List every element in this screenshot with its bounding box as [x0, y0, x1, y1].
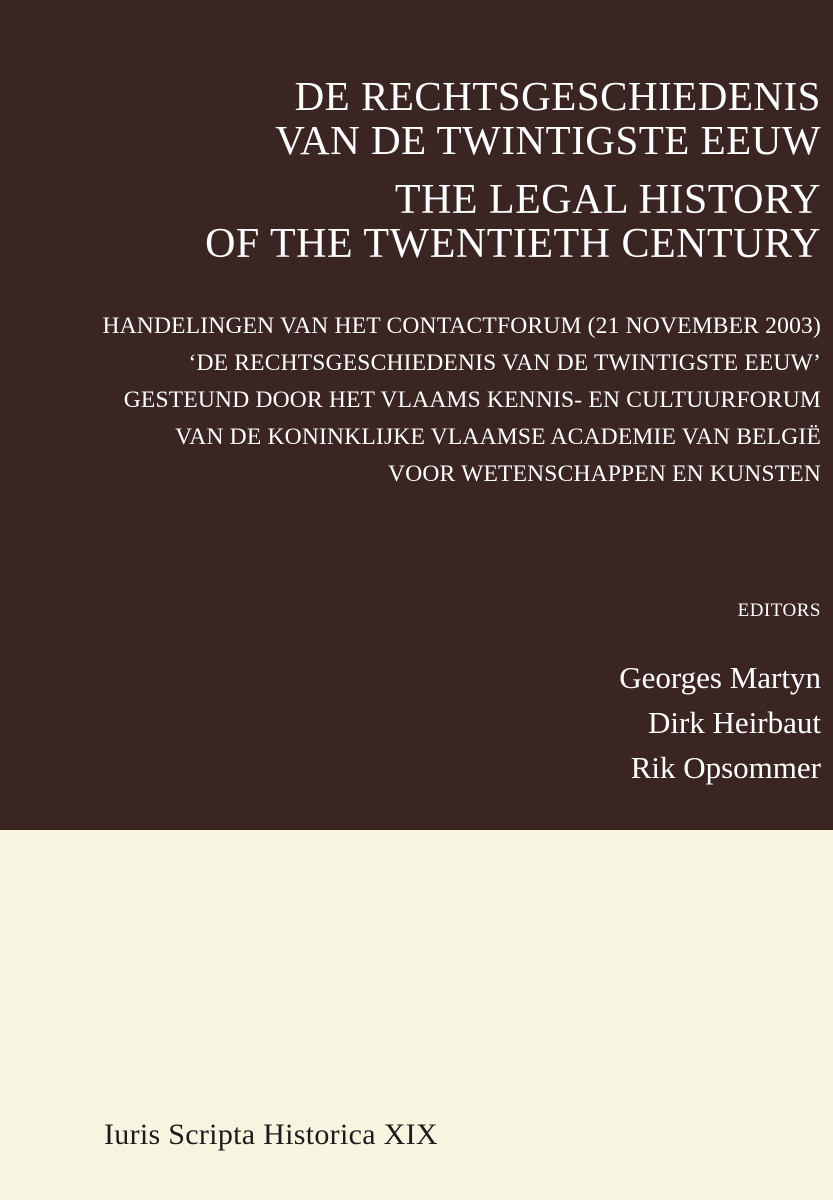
editor-list: [619, 655, 821, 790]
subtitle-line-2: ‘DE RECHTSGESCHIEDENIS VAN DE TWINTIGSTE EEUW’: [188, 350, 821, 376]
title-spacer: [205, 162, 821, 178]
editor-name: Georges Martyn: [619, 660, 821, 695]
title-nl-line-1: DE RECHTSGESCHIEDENIS: [294, 73, 821, 119]
title-en-line-1: THE LEGAL HISTORY: [394, 177, 821, 223]
editor-name: Dirk Heirbaut: [647, 705, 821, 740]
subtitle-line-1: HANDELINGEN VAN HET CONTACTFORUM (21 NOVEMBER 2003): [102, 313, 821, 339]
subtitle-line-4: VAN DE KONINKLIJKE VLAAMSE ACADEMIE VAN BELGIË: [175, 424, 821, 450]
title-en-line-2: OF THE TWENTIETH CENTURY: [205, 221, 821, 267]
title-nl-line-2: VAN DE TWINTIGSTE EEUW: [275, 117, 821, 163]
editors-label: EDITORS: [737, 600, 821, 621]
series-title: Iuris Scripta Historica XIX: [104, 1118, 438, 1151]
editor-name: Rik Opsommer: [630, 750, 821, 785]
subtitle-block: [102, 308, 821, 493]
subtitle-line-3: GESTEUND DOOR HET VLAAMS KENNIS- EN CULTUURFORUM: [123, 387, 821, 413]
title-block: [205, 74, 821, 266]
subtitle-line-5: VOOR WETENSCHAPPEN EN KUNSTEN: [388, 461, 821, 487]
